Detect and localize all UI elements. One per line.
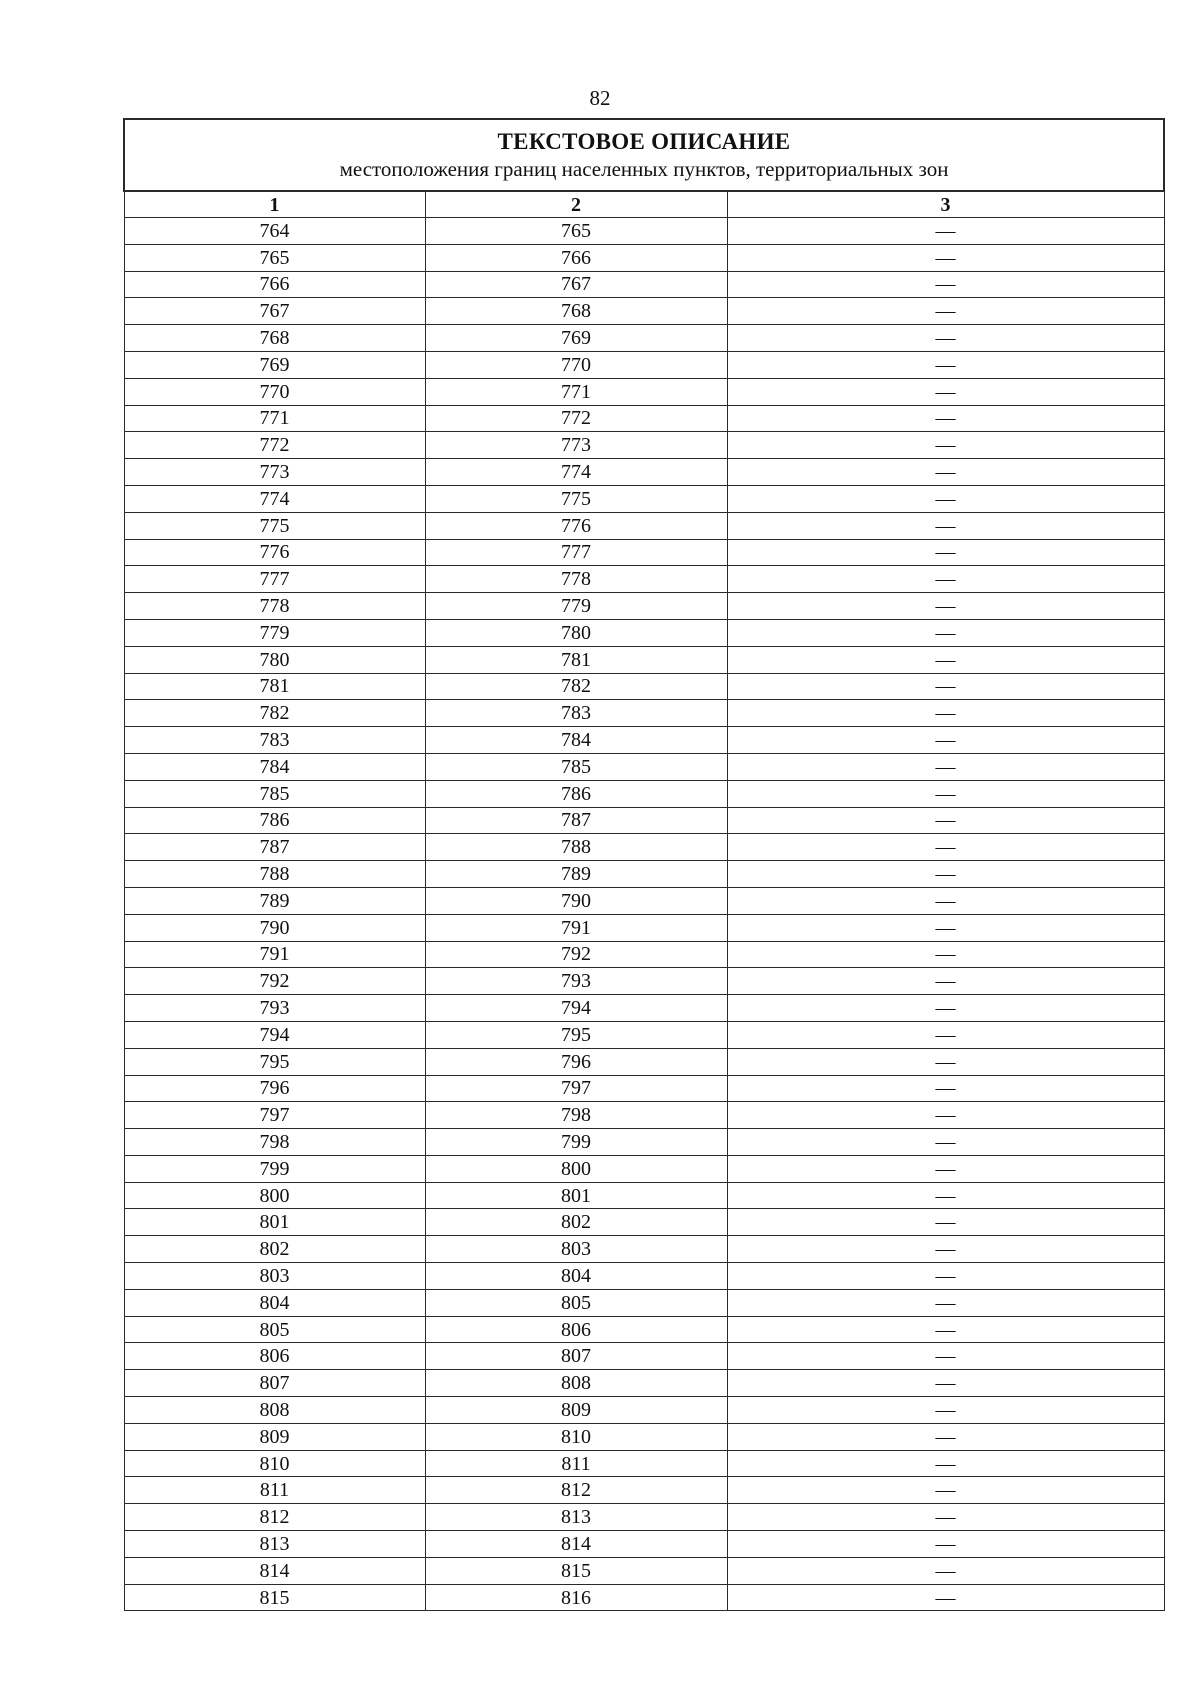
table-cell: — [727,1531,1164,1558]
table-cell: 797 [425,1075,727,1102]
table-cell: 778 [124,593,425,620]
table-cell: 770 [124,378,425,405]
table-cell: — [727,807,1164,834]
table-cell: — [727,887,1164,914]
table-cell: — [727,1584,1164,1611]
table-cell: 791 [124,941,425,968]
table-row [124,298,1164,325]
table-cell: — [727,1477,1164,1504]
table-cell: — [727,1182,1164,1209]
table-cell: 788 [124,861,425,888]
table-cell: 787 [425,807,727,834]
table-cell: 813 [124,1531,425,1558]
column-header: 3 [727,191,1164,218]
table-cell: 791 [425,914,727,941]
table-cell: — [727,1129,1164,1156]
table-cell: 776 [425,512,727,539]
table-title-cell [124,119,1164,191]
table-cell: — [727,1236,1164,1263]
table-row [124,1102,1164,1129]
table-row [124,378,1164,405]
table-cell: 768 [124,325,425,352]
table-cell: — [727,244,1164,271]
table-cell: — [727,941,1164,968]
table-cell: 784 [124,753,425,780]
table-cell: 809 [425,1397,727,1424]
table-cell: 799 [425,1129,727,1156]
table-cell: 786 [425,780,727,807]
table-row [124,218,1164,245]
table-cell: 803 [124,1263,425,1290]
table-cell: 783 [425,700,727,727]
table-cell: 806 [425,1316,727,1343]
table-cell: 796 [124,1075,425,1102]
table-row [124,1316,1164,1343]
table-row [124,861,1164,888]
table-row [124,887,1164,914]
table-cell: 795 [124,1048,425,1075]
table-cell: — [727,298,1164,325]
table-cell: 764 [124,218,425,245]
table-cell: 805 [124,1316,425,1343]
table-row [124,593,1164,620]
column-header: 2 [425,191,727,218]
table-cell: — [727,1450,1164,1477]
table-cell: — [727,1504,1164,1531]
table-cell: — [727,1048,1164,1075]
table-row [124,1021,1164,1048]
table-row [124,673,1164,700]
table-row [124,1263,1164,1290]
table-row [124,405,1164,432]
table-cell: 792 [425,941,727,968]
table-cell: 785 [124,780,425,807]
table-cell: — [727,218,1164,245]
table-row [124,1370,1164,1397]
table-cell: — [727,646,1164,673]
table-cell: 773 [425,432,727,459]
table-cell: 815 [425,1557,727,1584]
table-cell: 781 [425,646,727,673]
table-row [124,1236,1164,1263]
table-cell: 808 [425,1370,727,1397]
table-cell: 780 [425,619,727,646]
table-cell: — [727,1209,1164,1236]
table-cell: — [727,1289,1164,1316]
table-cell: 789 [124,887,425,914]
table-row [124,646,1164,673]
table-cell: — [727,727,1164,754]
table-row [124,914,1164,941]
table-row [124,834,1164,861]
table-cell: 772 [124,432,425,459]
table-row [124,459,1164,486]
table-cell: — [727,485,1164,512]
table-row [124,1477,1164,1504]
table-cell: 802 [124,1236,425,1263]
table-cell: — [727,459,1164,486]
table-row [124,271,1164,298]
table-cell: — [727,619,1164,646]
table-cell: — [727,405,1164,432]
table-cell: 783 [124,727,425,754]
table-cell: — [727,1397,1164,1424]
table-title: ТЕКСТОВОЕ ОПИСАНИЕ [497,129,791,154]
table-cell: 809 [124,1423,425,1450]
table-cell: — [727,1021,1164,1048]
table-cell: — [727,378,1164,405]
table-cell: 776 [124,539,425,566]
table-row [124,1075,1164,1102]
table-cell: 771 [124,405,425,432]
table-cell: 775 [124,512,425,539]
table-subtitle: местоположения границ населенных пунктов, территориальных зон [339,157,949,181]
table-cell: — [727,593,1164,620]
table-cell: 815 [124,1584,425,1611]
table-row [124,1557,1164,1584]
table-cell: — [727,700,1164,727]
table-title-row [124,119,1164,191]
table-cell: 788 [425,834,727,861]
table-cell: — [727,780,1164,807]
table-cell: 813 [425,1504,727,1531]
table-cell: 810 [124,1450,425,1477]
table-cell: 794 [425,995,727,1022]
table-cell: 768 [425,298,727,325]
table-row [124,1397,1164,1424]
table-cell: 767 [425,271,727,298]
table-cell: — [727,325,1164,352]
table-row [124,941,1164,968]
table-cell: 804 [425,1263,727,1290]
table-row [124,1182,1164,1209]
table-cell: 806 [124,1343,425,1370]
table-cell: 816 [425,1584,727,1611]
table-cell: 773 [124,459,425,486]
table-row [124,807,1164,834]
table-cell: 793 [425,968,727,995]
table-cell: — [727,1423,1164,1450]
table-cell: 798 [124,1129,425,1156]
table-cell: — [727,1370,1164,1397]
table-cell: 792 [124,968,425,995]
table-cell: — [727,512,1164,539]
table-cell: 814 [124,1557,425,1584]
table-cell: 793 [124,995,425,1022]
table-cell: 782 [124,700,425,727]
table-cell: — [727,753,1164,780]
table-cell: 786 [124,807,425,834]
table-cell: — [727,1155,1164,1182]
table-row [124,968,1164,995]
table-row [124,619,1164,646]
table-row [124,1209,1164,1236]
table-row [124,727,1164,754]
table-cell: 782 [425,673,727,700]
table-cell: — [727,1343,1164,1370]
table-cell: 789 [425,861,727,888]
table-cell: 814 [425,1531,727,1558]
table-cell: — [727,1557,1164,1584]
table-cell: 790 [124,914,425,941]
table-cell: 779 [124,619,425,646]
column-header-row [124,191,1164,218]
table-row [124,1129,1164,1156]
table-cell: — [727,861,1164,888]
page-number: 82 [589,86,611,110]
table-row [124,1450,1164,1477]
table-cell: 785 [425,753,727,780]
table-cell: — [727,1075,1164,1102]
table-cell: 808 [124,1397,425,1424]
table-cell: 777 [425,539,727,566]
table-row [124,1504,1164,1531]
table-row [124,995,1164,1022]
table-cell: 767 [124,298,425,325]
table-cell: 765 [124,244,425,271]
table-cell: 766 [124,271,425,298]
table-cell: 787 [124,834,425,861]
table-cell: 766 [425,244,727,271]
boundary-description-table [123,118,1165,1611]
table-cell: 774 [124,485,425,512]
table-cell: 812 [425,1477,727,1504]
table-cell: 810 [425,1423,727,1450]
table-cell: 790 [425,887,727,914]
table-row [124,432,1164,459]
table-cell: — [727,432,1164,459]
table-cell: 803 [425,1236,727,1263]
table-cell: — [727,673,1164,700]
table-cell: 798 [425,1102,727,1129]
table-row [124,700,1164,727]
table-cell: 772 [425,405,727,432]
table-row [124,539,1164,566]
table-row [124,1289,1164,1316]
table-cell: 801 [124,1209,425,1236]
table-cell: 769 [124,351,425,378]
table-cell: 784 [425,727,727,754]
table-body [124,218,1164,1611]
table-cell: — [727,351,1164,378]
table-row [124,1048,1164,1075]
table-cell: 797 [124,1102,425,1129]
table-row [124,780,1164,807]
table-cell: — [727,834,1164,861]
table-row [124,1531,1164,1558]
table-row [124,512,1164,539]
table-row [124,485,1164,512]
table-cell: 812 [124,1504,425,1531]
table-row [124,351,1164,378]
table-cell: 802 [425,1209,727,1236]
table-cell: — [727,1263,1164,1290]
table-row [124,325,1164,352]
table-cell: — [727,1102,1164,1129]
table-cell: 769 [425,325,727,352]
table-cell: 800 [425,1155,727,1182]
table-cell: 796 [425,1048,727,1075]
table-cell: 770 [425,351,727,378]
table-cell: 778 [425,566,727,593]
table-cell: 800 [124,1182,425,1209]
table-cell: 811 [425,1450,727,1477]
table-row [124,1343,1164,1370]
table-cell: 805 [425,1289,727,1316]
table-cell: — [727,995,1164,1022]
table-cell: 799 [124,1155,425,1182]
table-cell: 807 [124,1370,425,1397]
table-cell: 794 [124,1021,425,1048]
table-cell: 775 [425,485,727,512]
table-row [124,1584,1164,1611]
table-cell: 771 [425,378,727,405]
table-row [124,244,1164,271]
table-row [124,1423,1164,1450]
table-cell: 774 [425,459,727,486]
table-cell: 795 [425,1021,727,1048]
table-cell: — [727,1316,1164,1343]
column-header: 1 [124,191,425,218]
table-cell: 807 [425,1343,727,1370]
table-cell: 780 [124,646,425,673]
table-row [124,566,1164,593]
table-cell: 801 [425,1182,727,1209]
table-cell: — [727,968,1164,995]
table-cell: — [727,566,1164,593]
table-row [124,1155,1164,1182]
table-cell: 779 [425,593,727,620]
table-row [124,753,1164,780]
table-cell: — [727,271,1164,298]
table-cell: 777 [124,566,425,593]
table-cell: — [727,914,1164,941]
table-cell: 781 [124,673,425,700]
table-cell: — [727,539,1164,566]
table-cell: 804 [124,1289,425,1316]
table-cell: 811 [124,1477,425,1504]
table-cell: 765 [425,218,727,245]
